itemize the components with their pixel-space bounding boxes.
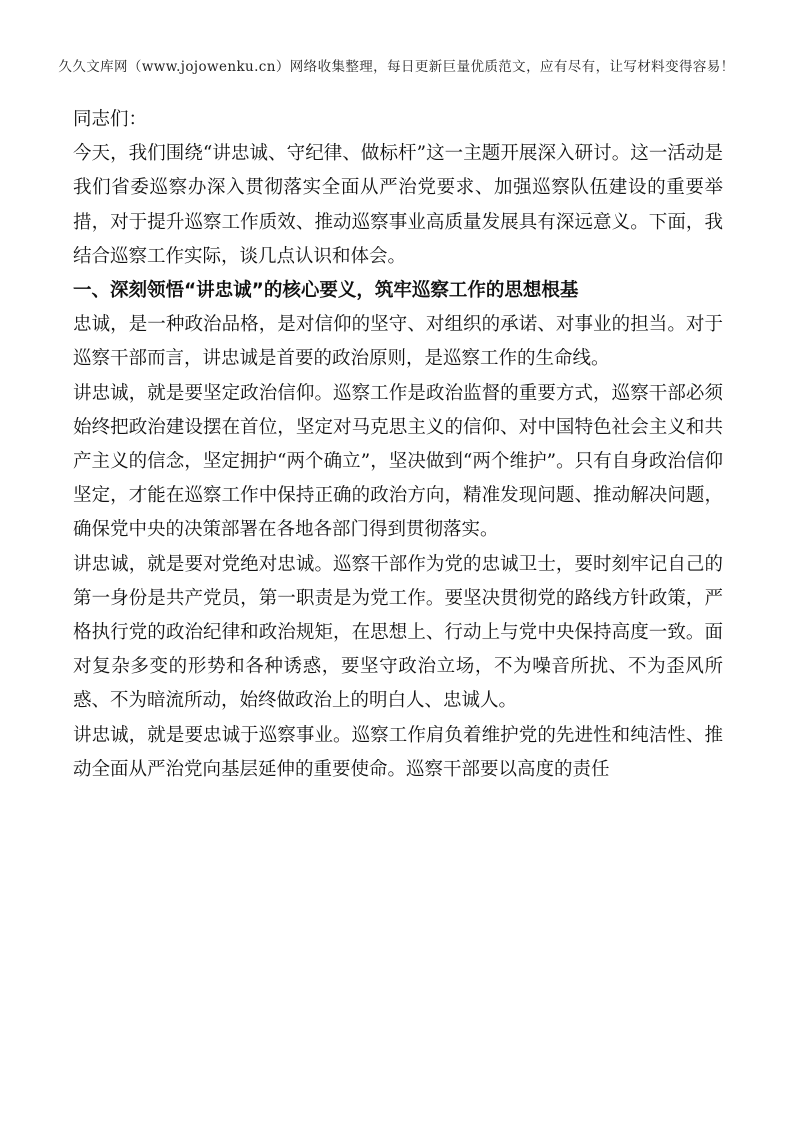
paragraph: 讲忠诚，就是要坚定政治信仰。巡察工作是政治监督的重要方式，巡察干部必须始终把政治建设摆在首位，坚定对马克思主义的信仰、对中国特色社会主义和共产主义的信念，坚定拥护“两个确立”，坚决做到“两个维护”。只有自身政治信仰坚定，才能在巡察工作中保持正确的政治方向，精准发现问题、推动解决问题，确保党中央的决策部署在各地各部门得到贯彻落实。 [73,382,723,541]
paragraph: 讲忠诚，就是要忠诚于巡察事业。巡察工作肩负着维护党的先进性和纯洁性、推动全面从严治党向基层延伸的重要使命。巡察干部要以高度的责任 [73,724,723,780]
section-heading: 一、深刻领悟“讲忠诚”的核心要义，筑牢巡察工作的思想根基 [73,280,579,302]
paragraph: 忠诚，是一种政治品格，是对信仰的坚守、对组织的承诺、对事业的担当。对于巡察干部而言，讲忠诚是首要的政治原则，是巡察工作的生命线。 [73,314,723,370]
header-note: 久久文库网（www.jojowenku.cn）网络收集整理，每日更新巨量优质范文，应有尽有，让写材料变得容易！ [58,59,735,75]
salutation: 同志们： [73,109,148,130]
paragraph: 讲忠诚，就是要对党绝对忠诚。巡察干部作为党的忠诚卫士，要时刻牢记自己的第一身份是共产党员，第一职责是为党工作。要坚决贯彻党的路线方针政策，严格执行党的政治纪律和政治规矩，在思想上、行动上与党中央保持高度一致。面对复杂多变的形势和各种诱惑，要坚守政治立场，不为噪音所扰、不为歪风所惑、不为暗流所动，始终做政治上的明白人、忠诚人。 [73,553,723,712]
intro-paragraph: 今天，我们围绕“讲忠诚、守纪律、做标杆”这一主题开展深入研讨。这一活动是我们省委巡察办深入贯彻落实全面从严治党要求、加强巡察队伍建设的重要举措，对于提升巡察工作质效、推动巡察事业高质量发展具有深远意义。下面，我结合巡察工作实际，谈几点认识和体会。 [73,143,723,267]
document-body [73,103,723,787]
